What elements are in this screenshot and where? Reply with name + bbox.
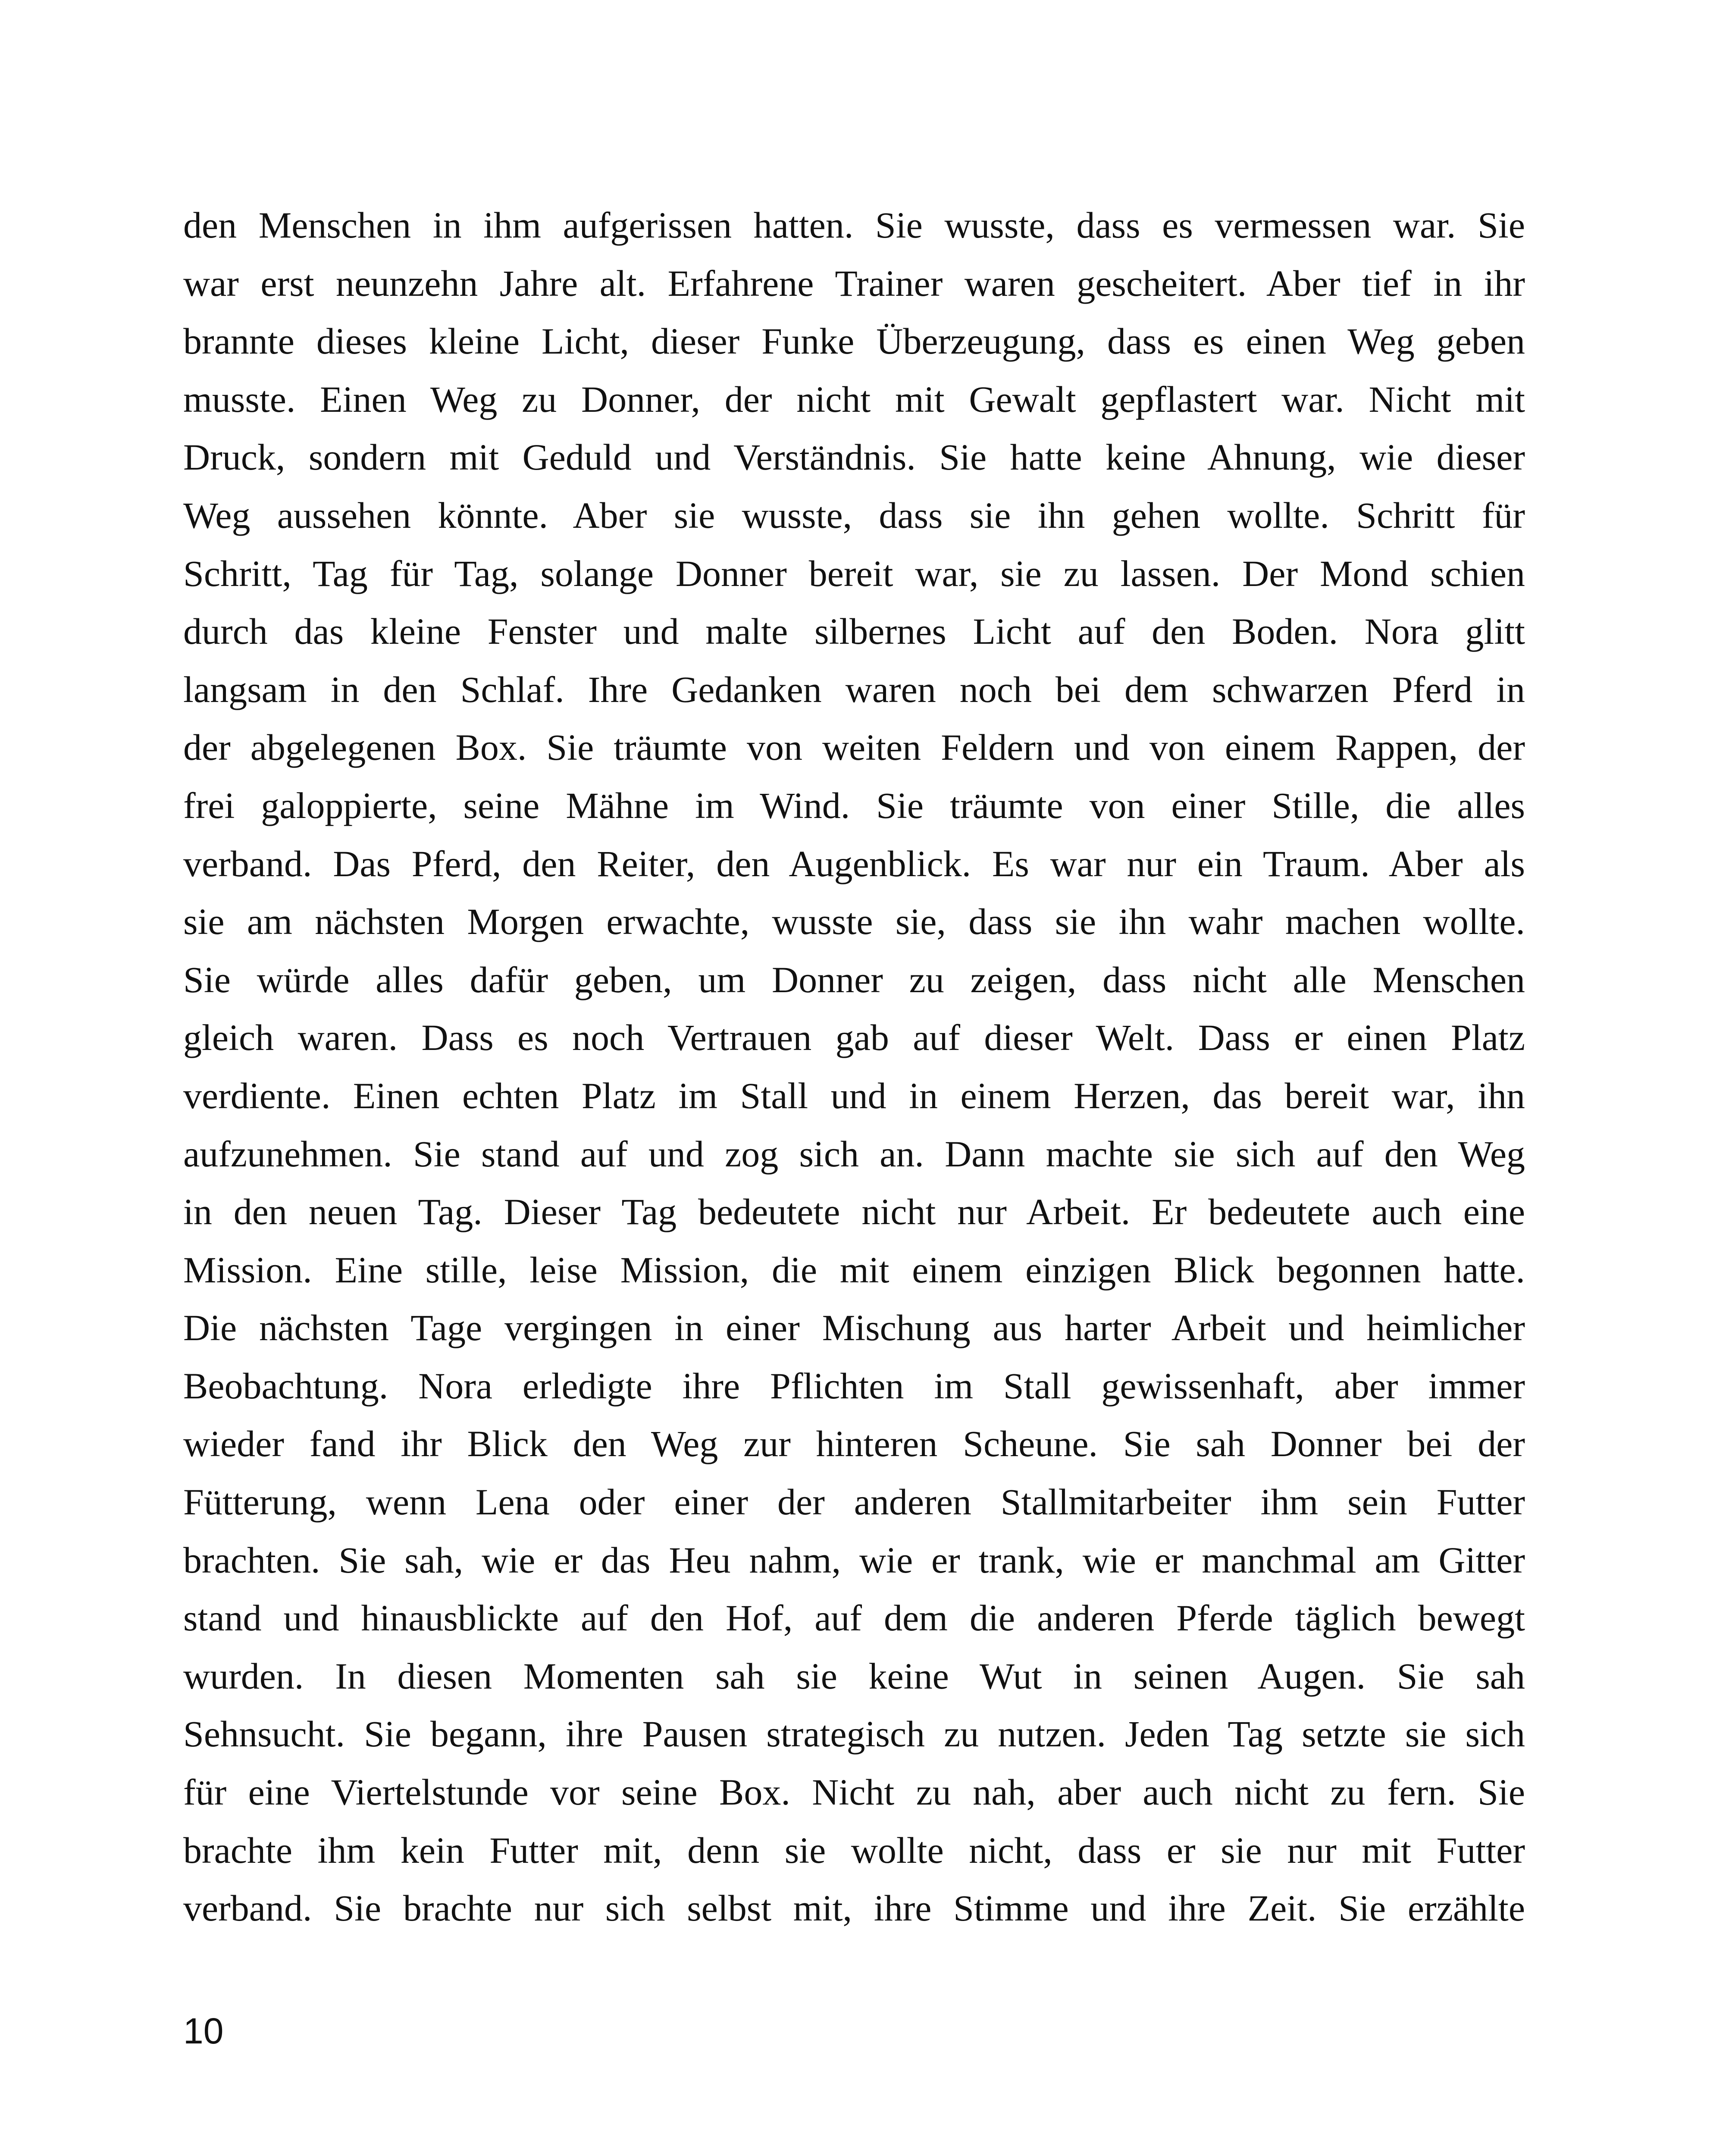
text-line-22: wieder fand ihr Blick den Weg zur hinteren Scheune. Sie sah Donner bei der bbox=[183, 1423, 1525, 1465]
text-line-11: frei galoppierte, seine Mähne im Wind. Sie träumte von einer Stille, die alles bbox=[183, 784, 1525, 826]
text-line-9: langsam in den Schlaf. Ihre Gedanken waren noch bei dem schwarzen Pferd in bbox=[183, 668, 1525, 710]
text-line-3: brannte dieses kleine Licht, dieser Funke Überzeugung, dass es einen Weg geben bbox=[183, 320, 1525, 362]
text-line-13: sie am nächsten Morgen erwachte, wusste sie, dass sie ihn wahr machen wollte. bbox=[183, 901, 1525, 943]
text-line-15: gleich waren. Dass es noch Vertrauen gab auf dieser Welt. Dass er einen Platz bbox=[183, 1017, 1525, 1059]
text-line-30: verband. Sie brachte nur sich selbst mit, ihre Stimme und ihre Zeit. Sie erzählte bbox=[183, 1887, 1525, 1929]
text-line-18: in den neuen Tag. Dieser Tag bedeutete nicht nur Arbeit. Er bedeutete auch eine bbox=[183, 1191, 1525, 1233]
text-line-25: stand und hinausblickte auf den Hof, auf dem die anderen Pferde täglich bewegt bbox=[183, 1597, 1525, 1639]
text-line-2: war erst neunzehn Jahre alt. Erfahrene Trainer waren gescheitert. Aber tief in ihr bbox=[183, 262, 1525, 304]
page-number: 10 bbox=[183, 2011, 224, 2051]
text-line-23: Fütterung, wenn Lena oder einer der anderen Stallmitarbeiter ihm sein Futter bbox=[183, 1481, 1525, 1523]
text-line-4: musste. Einen Weg zu Donner, der nicht mit Gewalt gepflastert war. Nicht mit bbox=[183, 378, 1525, 420]
text-line-14: Sie würde alles dafür geben, um Donner zu zeigen, dass nicht alle Menschen bbox=[183, 959, 1525, 1000]
text-line-6: Weg aussehen könnte. Aber sie wusste, dass sie ihn gehen wollte. Schritt für bbox=[183, 494, 1525, 536]
text-line-8: durch das kleine Fenster und malte silbernes Licht auf den Boden. Nora glitt bbox=[183, 611, 1525, 652]
text-line-12: verband. Das Pferd, den Reiter, den Augenblick. Es war nur ein Traum. Aber als bbox=[183, 843, 1525, 884]
body-text bbox=[183, 196, 1525, 1937]
text-line-5: Druck, sondern mit Geduld und Verständnis. Sie hatte keine Ahnung, wie dieser bbox=[183, 436, 1525, 478]
text-line-17: aufzunehmen. Sie stand auf und zog sich an. Dann machte sie sich auf den Weg bbox=[183, 1133, 1525, 1175]
text-line-29: brachte ihm kein Futter mit, denn sie wollte nicht, dass er sie nur mit Futter bbox=[183, 1829, 1525, 1871]
text-line-1: den Menschen in ihm aufgerissen hatten. Sie wusste, dass es vermessen war. Sie bbox=[183, 204, 1525, 246]
text-line-27: Sehnsucht. Sie begann, ihre Pausen strategisch zu nutzen. Jeden Tag setzte sie sich bbox=[183, 1713, 1525, 1755]
text-line-10: der abgelegenen Box. Sie träumte von weiten Feldern und von einem Rappen, der bbox=[183, 727, 1525, 768]
text-line-28: für eine Viertelstunde vor seine Box. Nicht zu nah, aber auch nicht zu fern. Sie bbox=[183, 1771, 1525, 1813]
text-line-26: wurden. In diesen Momenten sah sie keine Wut in seinen Augen. Sie sah bbox=[183, 1655, 1525, 1697]
text-line-21: Beobachtung. Nora erledigte ihre Pflichten im Stall gewissenhaft, aber immer bbox=[183, 1365, 1525, 1407]
text-line-24: brachten. Sie sah, wie er das Heu nahm, wie er trank, wie er manchmal am Gitter bbox=[183, 1539, 1525, 1581]
text-line-19: Mission. Eine stille, leise Mission, die mit einem einzigen Blick begonnen hatte. bbox=[183, 1249, 1525, 1291]
text-line-20: Die nächsten Tage vergingen in einer Mischung aus harter Arbeit und heimlicher bbox=[183, 1307, 1525, 1349]
text-line-7: Schritt, Tag für Tag, solange Donner bereit war, sie zu lassen. Der Mond schien bbox=[183, 552, 1525, 594]
text-line-16: verdiente. Einen echten Platz im Stall und in einem Herzen, das bereit war, ihn bbox=[183, 1075, 1525, 1116]
